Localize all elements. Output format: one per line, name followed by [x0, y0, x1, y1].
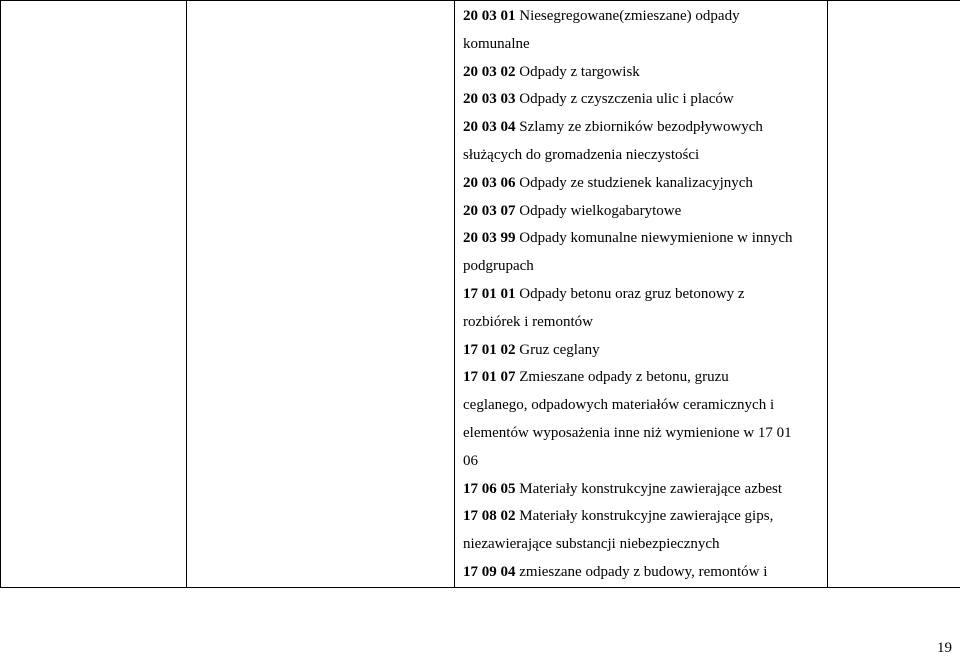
- list-item: [463, 198, 827, 226]
- waste-description: Szlamy ze zbiorników bezodpływowych: [519, 119, 763, 136]
- empty-cell-right: [828, 1, 960, 588]
- list-item: [463, 114, 827, 142]
- waste-code: 17 01 07: [463, 369, 516, 386]
- list-item: [463, 253, 827, 281]
- list-item: [463, 531, 827, 559]
- list-item: [463, 281, 827, 309]
- list-item: [463, 59, 827, 87]
- list-item: [463, 448, 827, 476]
- empty-cell-left: [1, 1, 187, 588]
- waste-description: komunalne: [463, 35, 530, 52]
- list-item: [463, 31, 827, 59]
- waste-code: 20 03 99: [463, 230, 516, 247]
- list-item: [463, 86, 827, 114]
- list-item: [463, 309, 827, 337]
- waste-description: Odpady wielkogabarytowe: [519, 202, 682, 219]
- waste-codes-cell: [455, 1, 828, 588]
- list-item: [463, 170, 827, 198]
- list-item: [463, 392, 827, 420]
- list-item: [463, 3, 827, 31]
- empty-cell-middle: [187, 1, 455, 588]
- waste-description: Niesegregowane(zmieszane) odpady: [519, 8, 740, 24]
- waste-description: Materiały konstrukcyjne zawierające azbest: [519, 480, 783, 497]
- waste-code: 17 06 05: [463, 480, 516, 497]
- waste-description: Gruz ceglany: [519, 341, 600, 358]
- waste-description: Odpady z czyszczenia ulic i placów: [519, 91, 734, 108]
- page-number: 19: [937, 640, 952, 656]
- waste-description: elementów wyposażenia inne niż wymienione w 17 01: [463, 424, 792, 441]
- waste-code: 17 01 02: [463, 341, 516, 358]
- waste-description: Odpady ze studzienek kanalizacyjnych: [519, 174, 753, 191]
- waste-code-list: [455, 1, 827, 587]
- waste-description: służących do gromadzenia nieczystości: [463, 146, 700, 163]
- waste-code: 20 03 04: [463, 119, 516, 136]
- waste-code: 17 09 04: [463, 563, 516, 580]
- list-item: [463, 559, 827, 587]
- waste-code: 17 08 02: [463, 508, 516, 525]
- waste-code: 17 01 01: [463, 285, 516, 302]
- waste-code: 20 03 03: [463, 91, 516, 108]
- waste-description: ceglanego, odpadowych materiałów ceramicznych i: [463, 397, 775, 414]
- waste-code: 20 03 02: [463, 63, 516, 80]
- waste-code: 20 03 07: [463, 202, 516, 219]
- waste-description: podgrupach: [463, 258, 534, 275]
- list-item: [463, 225, 827, 253]
- waste-description: Odpady z targowisk: [519, 63, 640, 80]
- waste-description: Odpady komunalne niewymienione w innych: [519, 230, 793, 247]
- table-row: [1, 1, 960, 588]
- list-item: [463, 337, 827, 365]
- waste-description: niezawierające substancji niebezpiecznych: [463, 536, 720, 553]
- list-item: [463, 420, 827, 448]
- waste-description: Odpady betonu oraz gruz betonowy z: [519, 285, 745, 302]
- waste-description: Materiały konstrukcyjne zawierające gips,: [519, 508, 774, 525]
- waste-code: 20 03 01: [463, 8, 516, 24]
- waste-code: 20 03 06: [463, 174, 516, 191]
- waste-description: rozbiórek i remontów: [463, 313, 593, 330]
- waste-description: zmieszane odpady z budowy, remontów i: [519, 563, 768, 580]
- waste-description: 06: [463, 452, 478, 469]
- list-item: [463, 364, 827, 392]
- waste-description: Zmieszane odpady z betonu, gruzu: [519, 369, 729, 386]
- list-item: [463, 476, 827, 504]
- list-item: [463, 503, 827, 531]
- list-item: [463, 142, 827, 170]
